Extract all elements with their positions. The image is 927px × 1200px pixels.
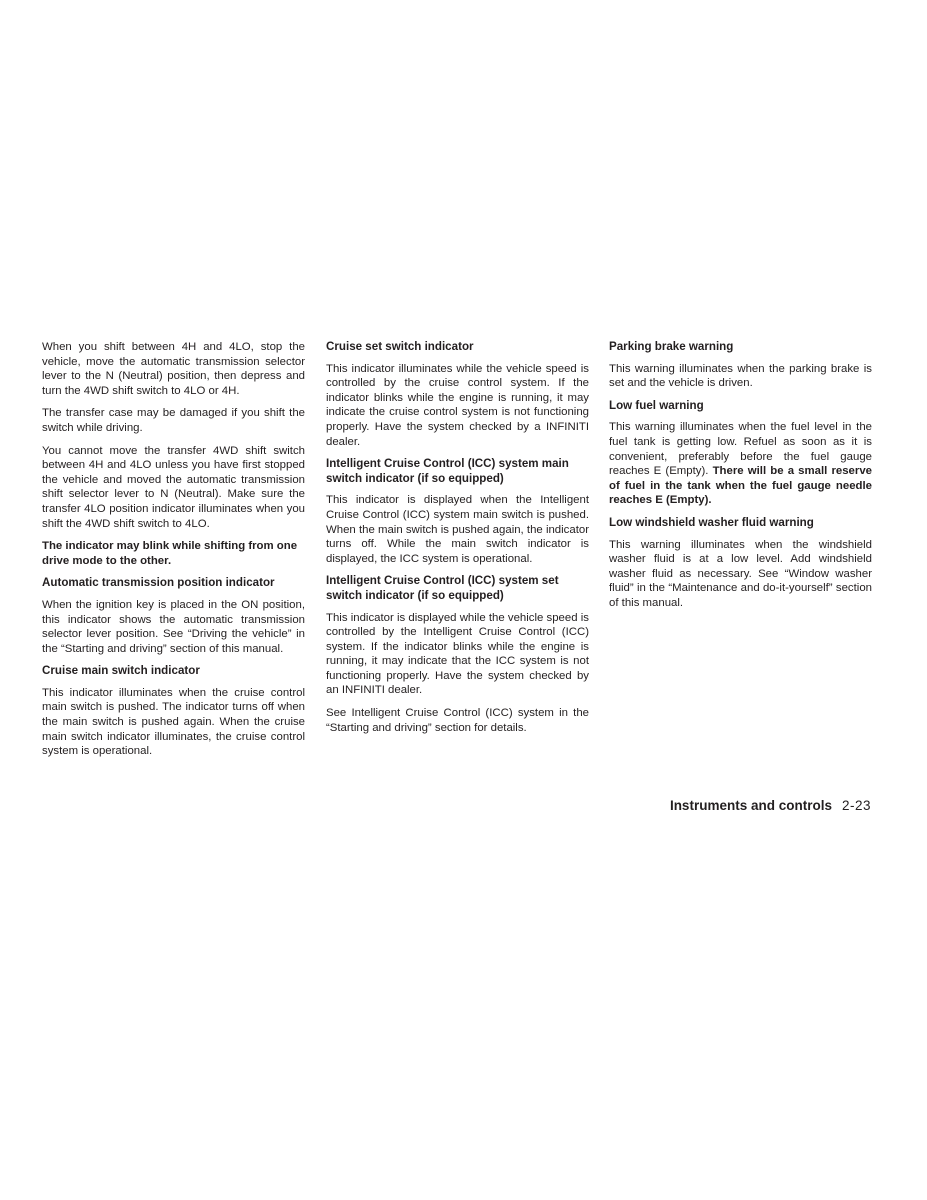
paragraph-icc-set-switch-indicator: This indicator is displayed while the vehicle speed is controlled by the Intelligent Cruise Control (ICC) system. If the indicator blinks while the engine is running, it may indicate that the ICC system is not functioning properly. Have the system checked by an INFINITI dealer. — [326, 611, 589, 697]
heading-icc-main-switch-indicator: Intelligent Cruise Control (ICC) system main switch indicator (if so equipped) — [326, 457, 569, 485]
column-right — [609, 340, 872, 619]
paragraph-shift-4h-4lo: When you shift between 4H and 4LO, stop the vehicle, move the automatic transmission selector lever to the N (Neutral) position, then depress and turn the 4WD shift switch to 4LO or 4H. — [42, 341, 305, 397]
paragraph-transfer-switch: You cannot move the transfer 4WD shift switch between 4H and 4LO unless you have first stopped the vehicle and moved the automatic transmission shift selector lever to N (Neutral). Make sure the transfer 4LO position indicator illuminates when you shift the 4WD shift switch to 4LO. — [42, 444, 305, 530]
heading-cruise-main-switch-indicator: Cruise main switch indicator — [42, 664, 200, 678]
column-middle — [326, 340, 589, 743]
column-left — [42, 340, 305, 767]
heading-automatic-transmission-indicator: Automatic transmission position indicator — [42, 576, 275, 590]
paragraph-cruise-set-switch-indicator: This indicator illuminates while the vehicle speed is controlled by the cruise control system. If the indicator blinks while the engine is running, it may indicate the cruise control system is not functioning properly. Have the system checked by a INFINITI dealer. — [326, 362, 589, 448]
paragraph-icc-see-reference: See Intelligent Cruise Control (ICC) system in the “Starting and driving” section for details. — [326, 707, 589, 734]
paragraph-automatic-transmission-indicator: When the ignition key is placed in the ON position, this indicator shows the automatic transmission selector lever position. See “Driving the vehicle” in the “Starting and driving” section of this manual. — [42, 598, 305, 655]
heading-low-fuel-warning: Low fuel warning — [609, 398, 704, 412]
paragraph-parking-brake-warning: This warning illuminates when the parking brake is set and the vehicle is driven. — [609, 362, 872, 390]
page-footer — [670, 798, 871, 813]
paragraph-low-fuel-warning — [609, 420, 872, 508]
page-number: 2-23 — [841, 798, 871, 813]
heading-parking-brake-warning: Parking brake warning — [609, 340, 734, 353]
low-fuel-reserve-note: There will be a small reserve of fuel in the tank when the fuel gauge needle reaches E (Empty). — [609, 465, 872, 507]
paragraph-icc-main-switch-indicator: This indicator is displayed when the Intelligent Cruise Control (ICC) system main switch is pushed. When the main switch is pushed again, the indicator turns off. While the main switch indicator is displayed, the ICC system is operational. — [326, 494, 589, 565]
low-fuel-text: This warning illuminates when the fuel level in the fuel tank is getting low. Refuel as soon as it is convenient, preferably before the fuel gauge reaches E (Empty). — [609, 421, 872, 478]
paragraph-indicator-blink-note: The indicator may blink while shifting from one drive mode to the other. — [42, 540, 298, 567]
heading-icc-set-switch-indicator: Intelligent Cruise Control (ICC) system set switch indicator (if so equipped) — [326, 574, 559, 602]
paragraph-cruise-main-switch-indicator: This indicator illuminates when the cruise control main switch is pushed. The indicator turns off when the main switch is pushed again. When the cruise main switch indicator illuminates, the cruise control system is operational. — [42, 686, 305, 758]
paragraph-low-washer-fluid-warning: This warning illuminates when the windshield washer fluid is at a low level. Add windshield washer fluid as necessary. See “Window washer fluid” in the “Maintenance and do-it-yourself” section of this manual. — [609, 538, 872, 609]
paragraph-transfer-damage: The transfer case may be damaged if you shift the switch while driving. — [42, 407, 305, 434]
footer-section-title: Instruments and controls — [669, 798, 832, 813]
heading-low-washer-fluid-warning: Low windshield washer fluid warning — [609, 515, 814, 529]
heading-cruise-set-switch-indicator: Cruise set switch indicator — [326, 340, 474, 353]
